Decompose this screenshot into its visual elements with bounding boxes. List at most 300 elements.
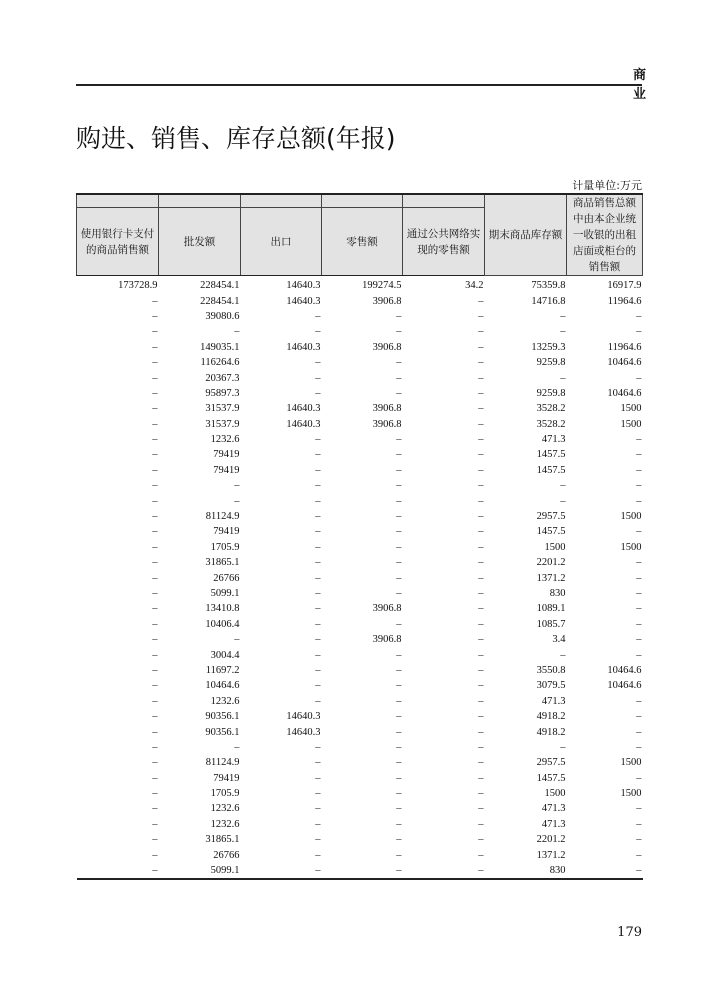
table-cell: – <box>636 711 642 723</box>
table-cell: 16917.9 <box>607 280 642 292</box>
table-cell: – <box>636 741 642 753</box>
table-cell: 228454.1 <box>200 280 240 292</box>
table-cell: 1232.6 <box>210 803 240 815</box>
table-cell: – <box>478 372 484 384</box>
table-cell: 2201.2 <box>536 557 566 569</box>
table-cell: – <box>560 326 566 338</box>
table-cell: – <box>478 526 484 538</box>
col-header-unified-cashier: 商品销售总额中由本企业统一收银的出租店面或柜台的销售额 <box>567 194 643 276</box>
table-cell: 1232.6 <box>210 434 240 446</box>
table-cell: – <box>478 849 484 861</box>
table-cell: 2957.5 <box>536 511 566 523</box>
table-cell: – <box>478 664 484 676</box>
table-cell: – <box>152 326 158 338</box>
table-row <box>77 740 643 755</box>
table-cell: – <box>478 387 484 399</box>
table-cell: – <box>560 310 566 322</box>
table-row <box>77 786 643 801</box>
table-cell: 9259.8 <box>536 387 566 399</box>
table-row <box>77 755 643 770</box>
table-cell: – <box>315 849 321 861</box>
table-cell: 471.3 <box>541 818 566 830</box>
table-cell: – <box>152 834 158 846</box>
table-cell: – <box>315 618 321 630</box>
table-cell: – <box>315 834 321 846</box>
table-cell: 10464.6 <box>607 387 642 399</box>
table-cell: 26766 <box>213 849 240 861</box>
table-cell: – <box>478 326 484 338</box>
table-cell: 14640.3 <box>286 341 321 353</box>
table-cell: 1371.2 <box>536 572 566 584</box>
table-row <box>77 771 643 786</box>
table-cell: 1085.7 <box>536 618 566 630</box>
table-row <box>77 386 643 401</box>
table-cell: – <box>315 634 321 646</box>
table-cell: – <box>152 772 158 784</box>
table-cell: – <box>152 434 158 446</box>
table-row <box>77 570 643 585</box>
table-cell: – <box>152 818 158 830</box>
table-cell: – <box>152 741 158 753</box>
table-cell: – <box>396 357 402 369</box>
table-row <box>77 647 643 662</box>
header-bar-cell <box>403 194 485 208</box>
table-cell: 39080.6 <box>205 310 240 322</box>
table-cell: 3906.8 <box>372 341 402 353</box>
table-cell: – <box>315 572 321 584</box>
table-cell: – <box>396 449 402 461</box>
table-row <box>77 340 643 355</box>
table-cell: 81124.9 <box>205 757 240 769</box>
table-cell: – <box>315 387 321 399</box>
table-cell: – <box>636 495 642 507</box>
header-rule <box>76 84 642 86</box>
table-cell: – <box>315 326 321 338</box>
table-cell: – <box>478 741 484 753</box>
table-cell: – <box>152 588 158 599</box>
table-cell: 1232.6 <box>210 695 240 707</box>
table-cell: – <box>396 695 402 707</box>
table-cell: – <box>396 310 402 322</box>
table-cell: – <box>152 449 158 461</box>
table-cell: – <box>396 387 402 399</box>
table-row <box>77 370 643 385</box>
table-cell: – <box>152 511 158 523</box>
table-cell: – <box>152 541 158 553</box>
table-cell: 1500 <box>544 788 566 800</box>
table-cell: – <box>396 495 402 507</box>
table-cell: 1705.9 <box>210 788 240 800</box>
table-cell: – <box>478 788 484 800</box>
table-row <box>77 617 643 632</box>
table-cell: – <box>478 295 484 307</box>
table-cell: – <box>636 865 642 877</box>
table-cell: – <box>152 618 158 630</box>
table-cell: – <box>315 695 321 707</box>
table-cell: 3906.8 <box>372 418 402 430</box>
table-cell: – <box>478 803 484 815</box>
table-cell: – <box>560 649 566 661</box>
table-cell: – <box>152 310 158 322</box>
table-cell: 1089.1 <box>536 603 566 615</box>
table-cell: – <box>478 557 484 569</box>
table-row <box>77 293 643 308</box>
table-row <box>77 355 643 370</box>
table-cell: – <box>152 849 158 861</box>
table-body <box>77 276 643 880</box>
table-cell: 90356.1 <box>205 711 240 723</box>
table-cell: 79419 <box>213 464 240 476</box>
table-cell: 10464.6 <box>205 680 240 692</box>
table-row <box>77 555 643 570</box>
table-cell: – <box>315 680 321 692</box>
table-row <box>77 817 643 832</box>
table-cell: 149035.1 <box>200 341 240 353</box>
table-cell: – <box>396 834 402 846</box>
table-cell: 1457.5 <box>536 526 566 538</box>
table-cell: 79419 <box>213 526 240 538</box>
table-cell: – <box>315 310 321 322</box>
col-header-card-sales: 使用银行卡支付的商品销售额 <box>77 208 159 276</box>
table-cell: – <box>478 757 484 769</box>
table-row <box>77 417 643 432</box>
col-header-wholesale: 批发额 <box>159 208 241 276</box>
table-row <box>77 276 643 294</box>
table-cell: – <box>636 803 642 815</box>
table-cell: 3528.2 <box>536 403 566 415</box>
table-cell: – <box>234 326 240 338</box>
table-cell: – <box>396 818 402 830</box>
table-cell: 10464.6 <box>607 664 642 676</box>
table-cell: 1457.5 <box>536 449 566 461</box>
table-cell: – <box>315 357 321 369</box>
table-row <box>77 863 643 879</box>
table-cell: – <box>152 726 158 738</box>
table-cell: – <box>478 357 484 369</box>
table-cell: – <box>152 372 158 384</box>
table-cell: – <box>636 326 642 338</box>
table-cell: – <box>152 480 158 492</box>
table-cell: 14640.3 <box>286 295 321 307</box>
table-row <box>77 432 643 447</box>
table-cell: – <box>315 803 321 815</box>
table-row <box>77 478 643 493</box>
table-cell: – <box>636 634 642 646</box>
table-cell: – <box>636 464 642 476</box>
table-cell: – <box>152 526 158 538</box>
table-cell: 471.3 <box>541 803 566 815</box>
header-bar-cell <box>322 194 403 208</box>
table-cell: 31537.9 <box>205 418 240 430</box>
table-cell: – <box>396 865 402 877</box>
table-cell: 1500 <box>620 511 642 523</box>
table-cell: 5099.1 <box>210 865 240 877</box>
table-cell: – <box>396 541 402 553</box>
table-cell: 14640.3 <box>286 418 321 430</box>
table-cell: – <box>396 772 402 784</box>
table-cell: – <box>315 757 321 769</box>
col-header-export: 出口 <box>241 208 322 276</box>
table-cell: – <box>152 680 158 692</box>
table-cell: – <box>478 618 484 630</box>
table-cell: – <box>315 557 321 569</box>
table-cell: – <box>636 434 642 446</box>
table-cell: – <box>478 711 484 723</box>
table-cell: – <box>396 588 402 599</box>
table-cell: 1705.9 <box>210 541 240 553</box>
table-cell: 1500 <box>620 788 642 800</box>
table-cell: 14640.3 <box>286 280 321 292</box>
table-cell: 1500 <box>620 757 642 769</box>
table-cell: 11964.6 <box>607 295 642 307</box>
table-cell: 3079.5 <box>536 680 566 692</box>
table-cell: – <box>636 310 642 322</box>
table-cell: 10464.6 <box>607 680 642 692</box>
table-cell: 79419 <box>213 772 240 784</box>
table-row <box>77 678 643 693</box>
table-cell: – <box>152 357 158 369</box>
table-row <box>77 509 643 524</box>
table-cell: – <box>315 788 321 800</box>
table-cell: – <box>478 818 484 830</box>
table-cell: – <box>234 741 240 753</box>
header-bar-cell <box>241 194 322 208</box>
table-cell: 11697.2 <box>205 664 240 676</box>
table-cell: 10464.6 <box>607 357 642 369</box>
data-table <box>76 193 643 880</box>
table-cell: – <box>478 772 484 784</box>
table-cell: – <box>478 603 484 615</box>
table-cell: 173728.9 <box>118 280 158 292</box>
table-cell: – <box>315 372 321 384</box>
table-row <box>77 832 643 847</box>
table-row <box>77 309 643 324</box>
table-cell: 830 <box>549 588 566 599</box>
table-cell: – <box>315 511 321 523</box>
table-cell: – <box>478 464 484 476</box>
table-cell: – <box>478 341 484 353</box>
table-row <box>77 524 643 539</box>
table-cell: – <box>315 526 321 538</box>
table-cell: – <box>560 741 566 753</box>
table-cell: 3004.4 <box>210 649 240 661</box>
table-cell: – <box>478 572 484 584</box>
table-cell: – <box>396 788 402 800</box>
table-cell: – <box>396 326 402 338</box>
table-cell: 2957.5 <box>536 757 566 769</box>
table-row <box>77 586 643 601</box>
table-cell: – <box>478 834 484 846</box>
table-cell: 228454.1 <box>200 295 240 307</box>
table-cell: 14716.8 <box>531 295 566 307</box>
table-cell: – <box>560 372 566 384</box>
table-cell: – <box>478 495 484 507</box>
table-cell: – <box>396 511 402 523</box>
table-cell: 3528.2 <box>536 418 566 430</box>
page-title: 购进、销售、库存总额(年报) <box>76 124 396 153</box>
table-cell: – <box>396 526 402 538</box>
table-cell: – <box>396 741 402 753</box>
table-cell: – <box>636 372 642 384</box>
table-cell: – <box>152 634 158 646</box>
table-cell: – <box>478 634 484 646</box>
table-cell: 9259.8 <box>536 357 566 369</box>
table-cell: – <box>636 726 642 738</box>
table-cell: – <box>636 557 642 569</box>
table-cell: 3906.8 <box>372 403 402 415</box>
table-cell: – <box>152 495 158 507</box>
table-cell: – <box>315 649 321 661</box>
table-cell: 1232.6 <box>210 818 240 830</box>
header-bar-cell <box>159 194 241 208</box>
table-row <box>77 709 643 724</box>
table-cell: – <box>636 649 642 661</box>
table-cell: – <box>396 680 402 692</box>
table-cell: – <box>396 372 402 384</box>
table-cell: – <box>396 757 402 769</box>
table-row <box>77 601 643 616</box>
table-cell: – <box>315 865 321 877</box>
table-cell: 13410.8 <box>205 603 240 615</box>
table-cell: 31865.1 <box>205 834 240 846</box>
table-row <box>77 694 643 709</box>
table-cell: – <box>478 726 484 738</box>
table-cell: 3550.8 <box>536 664 566 676</box>
table-cell: – <box>315 664 321 676</box>
table-cell: – <box>478 418 484 430</box>
table-cell: 14640.3 <box>286 403 321 415</box>
table-cell: 26766 <box>213 572 240 584</box>
table-cell: 14640.3 <box>286 726 321 738</box>
table-cell: – <box>396 572 402 584</box>
table-cell: – <box>315 741 321 753</box>
table-cell: 3906.8 <box>372 603 402 615</box>
table-cell: 81124.9 <box>205 511 240 523</box>
table-cell: – <box>396 726 402 738</box>
table-cell: 471.3 <box>541 695 566 707</box>
table-row <box>77 540 643 555</box>
table-cell: – <box>636 695 642 707</box>
table-cell: – <box>560 480 566 492</box>
table-cell: – <box>152 387 158 399</box>
table-cell: – <box>636 572 642 584</box>
table-cell: – <box>234 480 240 492</box>
table-cell: – <box>396 464 402 476</box>
table-cell: 3906.8 <box>372 634 402 646</box>
col-header-online-retail: 通过公共网络实现的零售额 <box>403 208 485 276</box>
col-header-retail: 零售额 <box>322 208 403 276</box>
table-cell: – <box>478 434 484 446</box>
table-cell: – <box>478 649 484 661</box>
table-cell: – <box>315 434 321 446</box>
table-row <box>77 632 643 647</box>
table-cell: 1500 <box>620 403 642 415</box>
table-cell: 1371.2 <box>536 849 566 861</box>
table-cell: 116264.6 <box>200 357 240 369</box>
unit-label: 计量单位:万元 <box>572 179 642 192</box>
table-cell: – <box>152 418 158 430</box>
table-cell: – <box>315 603 321 615</box>
table-cell: – <box>152 603 158 615</box>
table-cell: – <box>636 618 642 630</box>
table-cell: – <box>396 711 402 723</box>
table-cell: – <box>152 711 158 723</box>
table-cell: – <box>152 757 158 769</box>
section-header: 商 业 <box>632 68 656 102</box>
table-cell: 79419 <box>213 449 240 461</box>
table-cell: 830 <box>549 865 566 877</box>
table-cell: – <box>315 772 321 784</box>
table-cell: 1500 <box>620 418 642 430</box>
table-cell: 3.4 <box>552 634 566 646</box>
table-cell: 34.2 <box>465 280 484 292</box>
table-cell: – <box>396 803 402 815</box>
table-cell: – <box>478 588 484 599</box>
table-cell: – <box>636 818 642 830</box>
table-cell: 31537.9 <box>205 403 240 415</box>
table-row <box>77 493 643 508</box>
table-cell: – <box>396 664 402 676</box>
table-cell: 31865.1 <box>205 557 240 569</box>
table-cell: 2201.2 <box>536 834 566 846</box>
table-cell: 1500 <box>620 541 642 553</box>
table-cell: – <box>396 649 402 661</box>
table-cell: – <box>478 680 484 692</box>
table-cell: – <box>315 480 321 492</box>
table-cell: – <box>478 541 484 553</box>
table-cell: – <box>396 618 402 630</box>
table-cell: – <box>636 449 642 461</box>
table-cell: 13259.3 <box>531 341 566 353</box>
table-cell: – <box>234 495 240 507</box>
table-row <box>77 463 643 478</box>
table-cell: – <box>636 480 642 492</box>
table-cell: – <box>478 695 484 707</box>
table-cell: – <box>478 511 484 523</box>
table-cell: – <box>315 588 321 599</box>
table-cell: 3906.8 <box>372 295 402 307</box>
table-row <box>77 801 643 816</box>
table-cell: – <box>315 495 321 507</box>
table-cell: 14640.3 <box>286 711 321 723</box>
table-cell: 1500 <box>544 541 566 553</box>
table-cell: – <box>396 849 402 861</box>
table-row <box>77 724 643 739</box>
table-cell: – <box>478 403 484 415</box>
table-cell: 75359.8 <box>531 280 566 292</box>
table-cell: – <box>636 603 642 615</box>
table-row <box>77 401 643 416</box>
table-cell: – <box>234 634 240 646</box>
table-cell: – <box>152 572 158 584</box>
table-cell: – <box>478 310 484 322</box>
table-cell: – <box>396 557 402 569</box>
table-cell: 90356.1 <box>205 726 240 738</box>
table-cell: – <box>315 464 321 476</box>
table-cell: 471.3 <box>541 434 566 446</box>
table-row <box>77 447 643 462</box>
table-cell: – <box>478 480 484 492</box>
table-cell: – <box>478 865 484 877</box>
table-cell: – <box>152 865 158 877</box>
table-cell: – <box>152 664 158 676</box>
table-cell: – <box>396 434 402 446</box>
table-cell: – <box>636 772 642 784</box>
table-cell: – <box>396 480 402 492</box>
table-cell: – <box>560 495 566 507</box>
table-cell: 95897.3 <box>205 387 240 399</box>
table-cell: – <box>152 695 158 707</box>
